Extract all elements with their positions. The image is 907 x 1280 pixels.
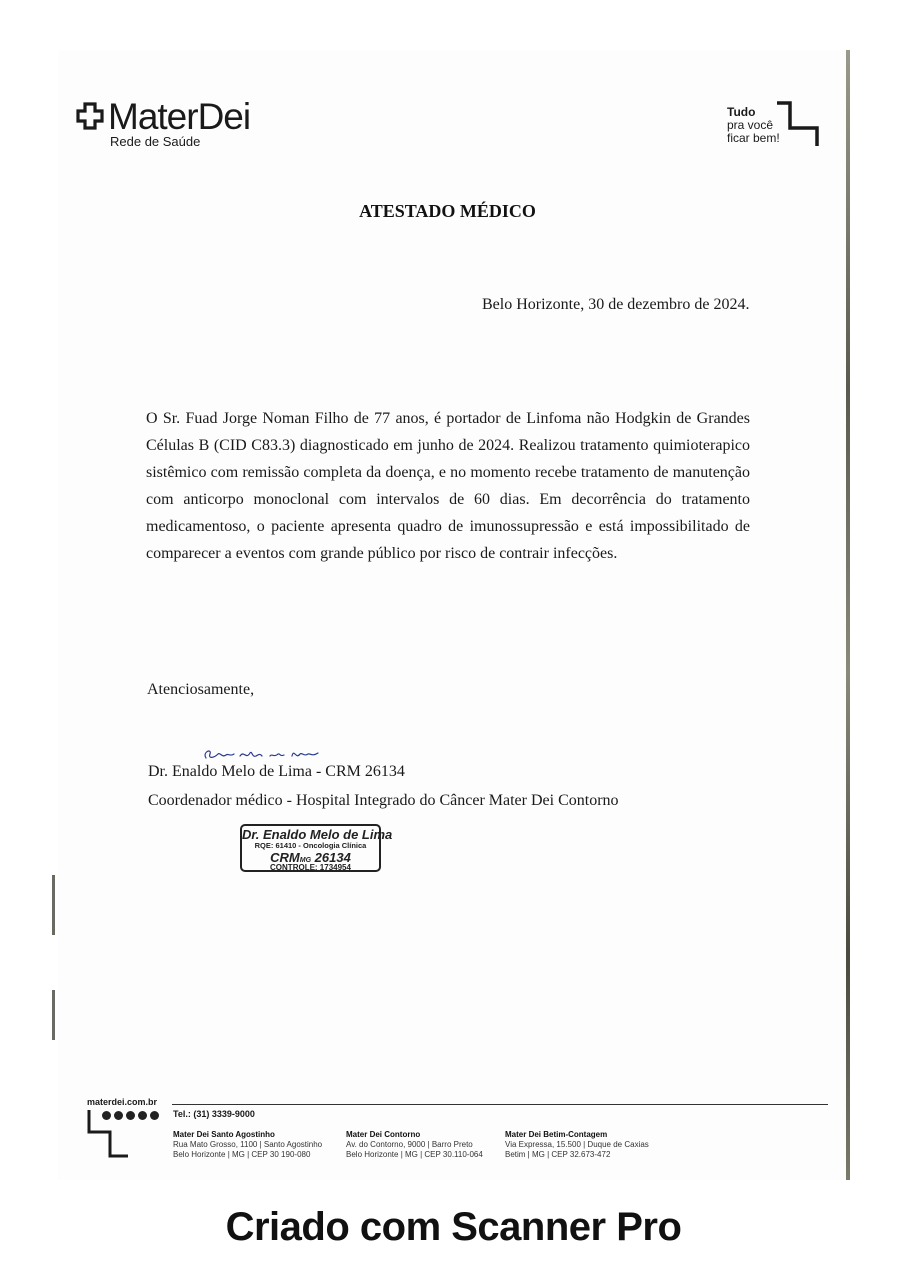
social-twitter-icon — [150, 1111, 159, 1120]
tagline-line: pra você — [727, 118, 774, 132]
doctor-stamp — [240, 824, 393, 872]
unit-line: Belo Horizonte | MG | CEP 30 190-080 — [173, 1150, 311, 1159]
brand-subtitle: Rede de Saúde — [110, 134, 201, 149]
tagline-line: ficar bem! — [727, 131, 780, 145]
document-title: ATESTADO MÉDICO — [359, 201, 536, 221]
stamp-rqe: RQE: 61410 - Oncologia Clínica — [254, 841, 367, 850]
social-facebook-icon — [114, 1111, 123, 1120]
tagline — [727, 106, 780, 145]
place-date: Belo Horizonte, 30 de dezembro de 2024. — [482, 296, 750, 313]
unit-line: Betim | MG | CEP 32.673-472 — [505, 1150, 611, 1159]
unit-line: Av. do Contorno, 9000 | Barro Preto — [346, 1140, 473, 1149]
page-edge-mark — [52, 990, 55, 1040]
social-linkedin-icon — [126, 1111, 135, 1120]
social-instagram-icon — [102, 1111, 111, 1120]
stamp-control: CONTROLE: 1734954 — [270, 862, 351, 872]
page-edge-mark — [52, 875, 55, 935]
doctor-position: Coordenador médico - Hospital Integrado do Câncer Mater Dei Contorno — [148, 792, 619, 809]
stamp-crm-state: MG — [299, 856, 312, 864]
scanner-caption: Criado com Scanner Pro — [225, 1205, 682, 1249]
stamp-name: Dr. Enaldo Melo de Lima — [242, 827, 393, 842]
unit-line: Via Expressa, 15.500 | Duque de Caxias — [505, 1140, 649, 1149]
unit-name: Mater Dei Santo Agostinho — [173, 1130, 275, 1139]
social-icons — [102, 1111, 159, 1120]
stamp-crm-prefix: CRM — [270, 849, 300, 865]
unit-address — [505, 1130, 649, 1160]
tagline-line: Tudo — [727, 105, 756, 119]
phone-number: Tel.: (31) 3339-9000 — [173, 1109, 255, 1119]
cross-logo-icon — [76, 102, 104, 130]
closing: Atenciosamente, — [147, 681, 255, 698]
brand-name: MaterDei — [108, 96, 251, 137]
unit-address — [173, 1130, 322, 1160]
unit-name: Mater Dei Contorno — [346, 1130, 421, 1139]
unit-address — [346, 1130, 483, 1160]
footer-divider — [172, 1104, 828, 1105]
stamp-crm — [242, 851, 379, 864]
doctor-name: Dr. Enaldo Melo de Lima - CRM 26134 — [148, 763, 405, 780]
stamp-crm-number: 26134 — [314, 849, 351, 865]
website: materdei.com.br — [87, 1097, 158, 1107]
social-youtube-icon — [138, 1111, 147, 1120]
unit-name: Mater Dei Betim-Contagem — [505, 1130, 608, 1139]
unit-line: Rua Mato Grosso, 1100 | Santo Agostinho — [173, 1140, 323, 1149]
unit-line: Belo Horizonte | MG | CEP 30.110-064 — [346, 1150, 483, 1159]
corner-bracket-icon — [775, 100, 821, 150]
certificate-body: O Sr. Fuad Jorge Noman Filho de 77 anos, é portador de Linfoma não Hodgkin de Grandes Células B (CID C83.3) diagnosticado em junho de 2024. Realizou tratamento quimioterapico sistêmico com remissão completa da doença, e no momento recebe tratamento de manutenção com anticorpo monoclonal com intervalos de 60 dias. Em decorrência do tratamento medicamentoso, o paciente apresenta quadro de imunossupressão e está impossibilitado de comparecer a eventos com grande público por risco de contrair infecções. — [146, 410, 750, 562]
